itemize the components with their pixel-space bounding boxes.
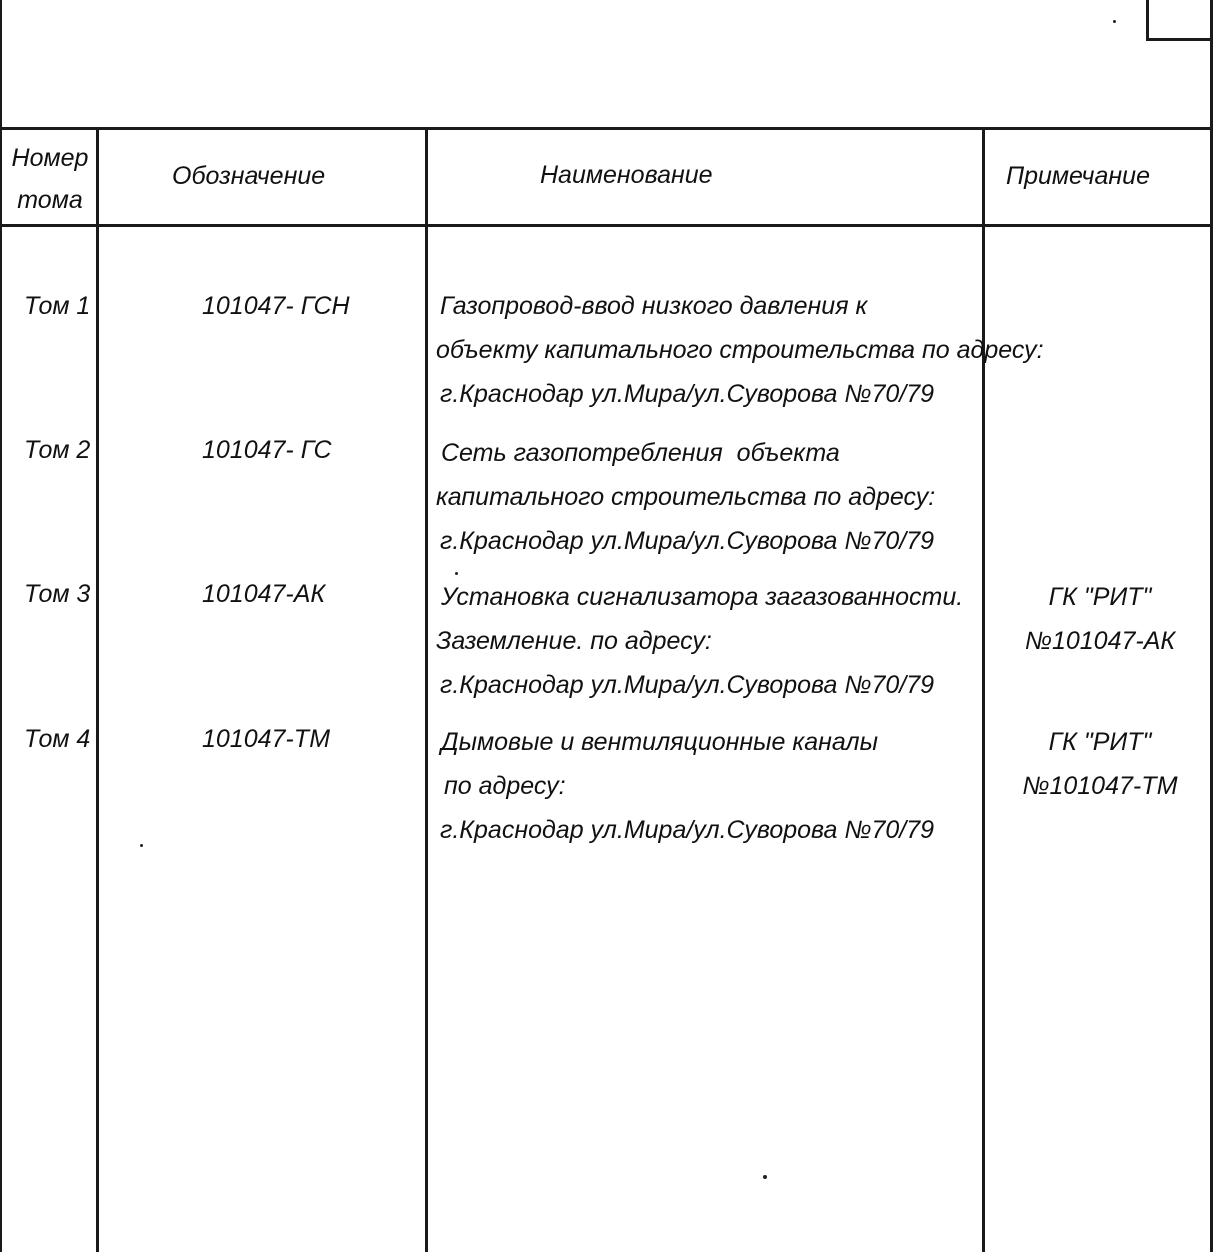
- row-1-designation: 101047- ГСН: [202, 292, 350, 320]
- header-note: Примечание: [1006, 162, 1150, 190]
- scan-speck: [140, 844, 143, 847]
- row-1-name: [436, 284, 1044, 416]
- corner-stamp-box: [1146, 0, 1213, 41]
- row-2-name: [436, 431, 935, 563]
- row-3-name-line3: г.Краснодар ул.Мира/ул.Суворова №70/79: [440, 671, 935, 699]
- row-3-name-line1: Установка сигнализатора загазованности.: [441, 583, 964, 611]
- scan-speck: [763, 1175, 767, 1179]
- row-3-note-line2: №101047-АК: [1024, 627, 1176, 655]
- header-top-rule: [0, 127, 1213, 130]
- header-name: Наименование: [540, 161, 713, 189]
- row-1-name-line3: г.Краснодар ул.Мира/ул.Суворова №70/79: [440, 380, 935, 408]
- row-4-note: [990, 720, 1210, 808]
- header-designation: Обозначение: [172, 162, 326, 190]
- header-volume-number-line2: тома: [17, 186, 83, 214]
- row-2-name-line1: Сеть газопотребления объекта: [441, 439, 840, 467]
- header-volume-number-line1: Номер: [11, 144, 89, 172]
- row-4-name: [436, 720, 934, 852]
- header-bottom-rule: [0, 224, 1213, 227]
- row-3-designation: 101047-АК: [202, 580, 326, 608]
- row-4-name-line1: Дымовые и вентиляционные каналы: [441, 728, 878, 756]
- row-1-name-line2: объекту капитального строительства по адресу:: [436, 336, 1044, 364]
- column-divider-2: [425, 127, 428, 1252]
- header-volume-number: [10, 137, 90, 221]
- row-4-name-line2: по адресу:: [444, 772, 566, 800]
- scan-speck: [1113, 20, 1116, 23]
- row-3-name: [436, 575, 963, 707]
- row-2-name-line3: г.Краснодар ул.Мира/ул.Суворова №70/79: [440, 527, 935, 555]
- row-4-note-line2: №101047-ТМ: [1022, 772, 1178, 800]
- row-2-volume: Том 2: [24, 436, 91, 464]
- row-2-name-line2: капитального строительства по адресу:: [436, 483, 936, 511]
- row-4-volume: Том 4: [24, 725, 91, 753]
- row-1-name-line1: Газопровод-ввод низкого давления к: [440, 292, 868, 320]
- row-3-volume: Том 3: [24, 580, 91, 608]
- table-left-border: [0, 0, 2, 1252]
- table-right-border: [1210, 0, 1213, 1252]
- row-4-designation: 101047-ТМ: [202, 725, 331, 753]
- column-divider-1: [96, 127, 99, 1252]
- row-4-name-line3: г.Краснодар ул.Мира/ул.Суворова №70/79: [440, 816, 935, 844]
- row-3-note: [990, 575, 1210, 663]
- row-4-note-line1: ГК "РИТ": [1048, 728, 1152, 756]
- row-2-designation: 101047- ГС: [202, 436, 332, 464]
- row-3-name-line2: Заземление. по адресу:: [436, 627, 712, 655]
- row-1-volume: Том 1: [24, 292, 91, 320]
- row-3-note-line1: ГК "РИТ": [1048, 583, 1152, 611]
